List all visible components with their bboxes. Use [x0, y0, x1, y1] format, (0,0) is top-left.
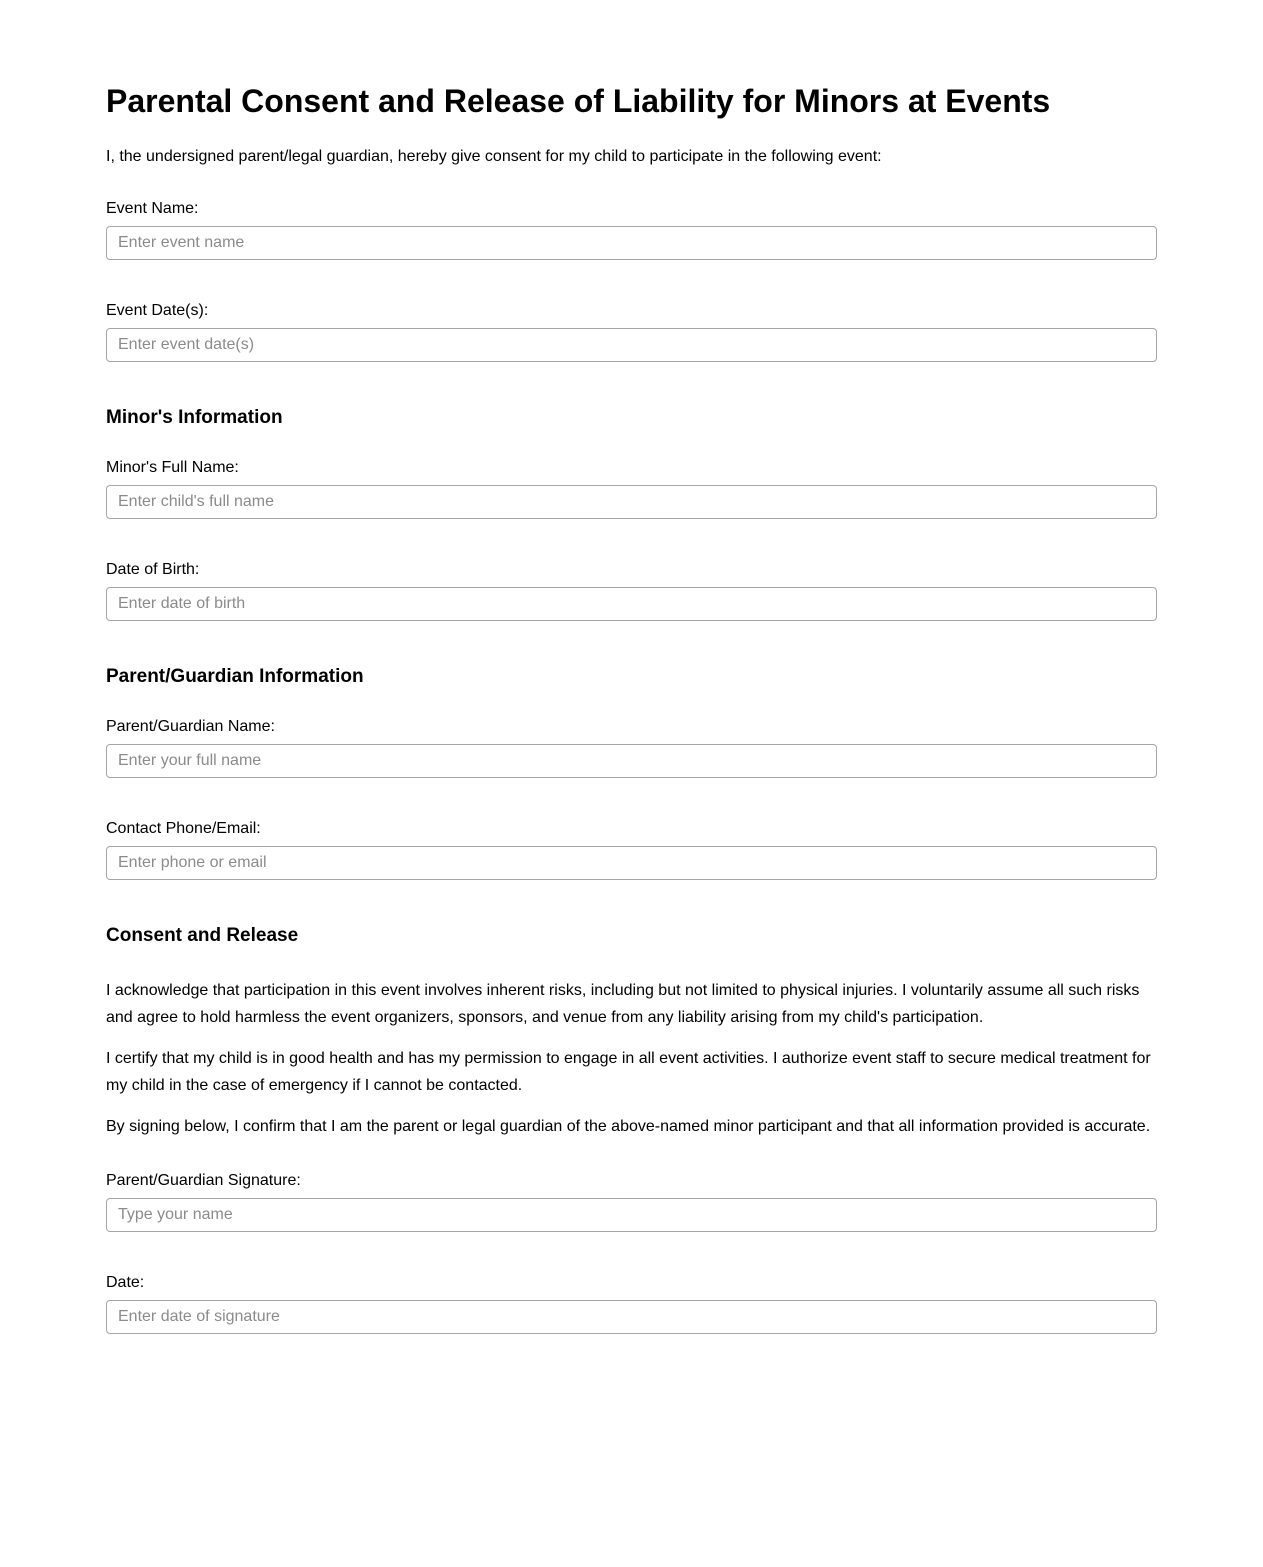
minor-dob-input[interactable]: [106, 587, 1157, 621]
signature-date-field-group: [106, 1274, 1157, 1334]
minor-dob-label: Date of Birth:: [106, 561, 200, 579]
guardian-contact-label: Contact Phone/Email:: [106, 820, 261, 838]
signature-field-group: [106, 1172, 1157, 1232]
event-name-label: Event Name:: [106, 200, 199, 218]
minor-name-input[interactable]: [106, 485, 1157, 519]
consent-paragraph-risks: I acknowledge that participation in this event involves inherent risks, including but not limited to physical injuries. I voluntarily assume all such risks and agree to hold harmless the event organizers, sponsors, and venue from any liability arising from my child's participation.: [106, 982, 1140, 1027]
guardian-name-input[interactable]: [106, 744, 1157, 778]
consent-text-block: [106, 977, 1157, 1140]
page-title: Parental Consent and Release of Liability for Minors at Events: [106, 83, 1051, 119]
event-dates-input[interactable]: [106, 328, 1157, 362]
minor-dob-field-group: [106, 561, 1157, 621]
minor-info-heading: Minor's Information: [106, 407, 283, 429]
signature-input[interactable]: [106, 1198, 1157, 1232]
signature-label: Parent/Guardian Signature:: [106, 1172, 301, 1190]
event-name-field-group: [106, 200, 1157, 260]
consent-paragraph-confirmation: By signing below, I confirm that I am the parent or legal guardian of the above-named minor participant and that all information provided is accurate.: [106, 1118, 1151, 1136]
form-container: [106, 0, 1157, 1436]
event-name-input[interactable]: [106, 226, 1157, 260]
consent-release-heading: Consent and Release: [106, 925, 299, 947]
signature-date-input[interactable]: [106, 1300, 1157, 1334]
event-dates-label: Event Date(s):: [106, 302, 209, 320]
guardian-name-field-group: [106, 718, 1157, 778]
guardian-contact-field-group: [106, 820, 1157, 880]
signature-date-label: Date:: [106, 1274, 145, 1292]
event-dates-field-group: [106, 302, 1157, 362]
guardian-name-label: Parent/Guardian Name:: [106, 718, 275, 736]
intro-text: I, the undersigned parent/legal guardian, hereby give consent for my child to participate in the following event:: [106, 148, 882, 165]
minor-name-label: Minor's Full Name:: [106, 459, 239, 477]
guardian-contact-input[interactable]: [106, 846, 1157, 880]
minor-name-field-group: [106, 459, 1157, 519]
consent-paragraph-health: I certify that my child is in good health and has my permission to engage in all event activities. I authorize event staff to secure medical treatment for my child in the case of emergency if I cannot be contacted.: [106, 1050, 1151, 1095]
guardian-info-heading: Parent/Guardian Information: [106, 666, 364, 688]
